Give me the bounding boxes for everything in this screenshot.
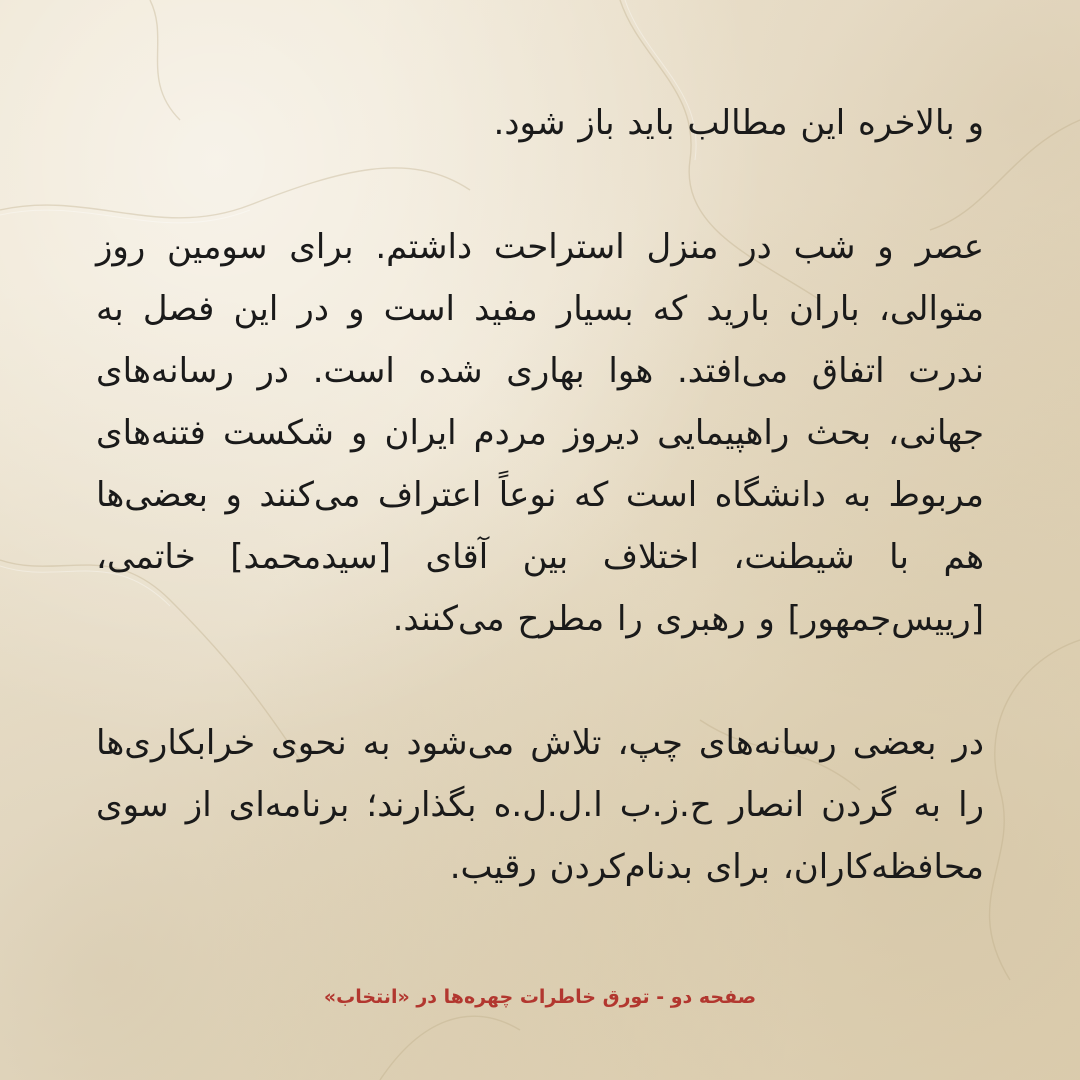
memoir-page (96, 92, 984, 898)
paragraph-opening: و بالاخره این مطالب باید باز شود. (493, 103, 984, 143)
paragraph-evening-rest: عصر و شب در منزل استراحت داشتم. برای سومین روز متوالی، باران بارید که بسیار مفید است و در این فصل به ندرت اتفاق می‌افتد. هوا بهاری شده است. در رسانه‌های جهانی، بحث راهپیمایی دیروز مردم ایران و شکست فتنه‌های مربوط به دانشگاه است که نوعاً اعتراف می‌کنند و بعضی‌ها هم با شیطنت، اختلاف بین آقای [سیدمحمد] خاتمی، [رییس‌جمهور] و رهبری را مطرح می‌کنند. (96, 227, 984, 639)
paragraph-left-media: در بعضی رسانه‌های چپ، تلاش می‌شود به نحوی خرابکاری‌ها را به گردن انصار ح.ز.ب ا.ل.ل.ه بگذارند؛ برنامه‌ای از سوی محافظه‌کاران، برای بدنام‌کردن رقیب. (96, 723, 984, 887)
source-footer: صفحه دو - تورق خاطرات چهره‌ها در «انتخاب» (323, 986, 757, 1008)
